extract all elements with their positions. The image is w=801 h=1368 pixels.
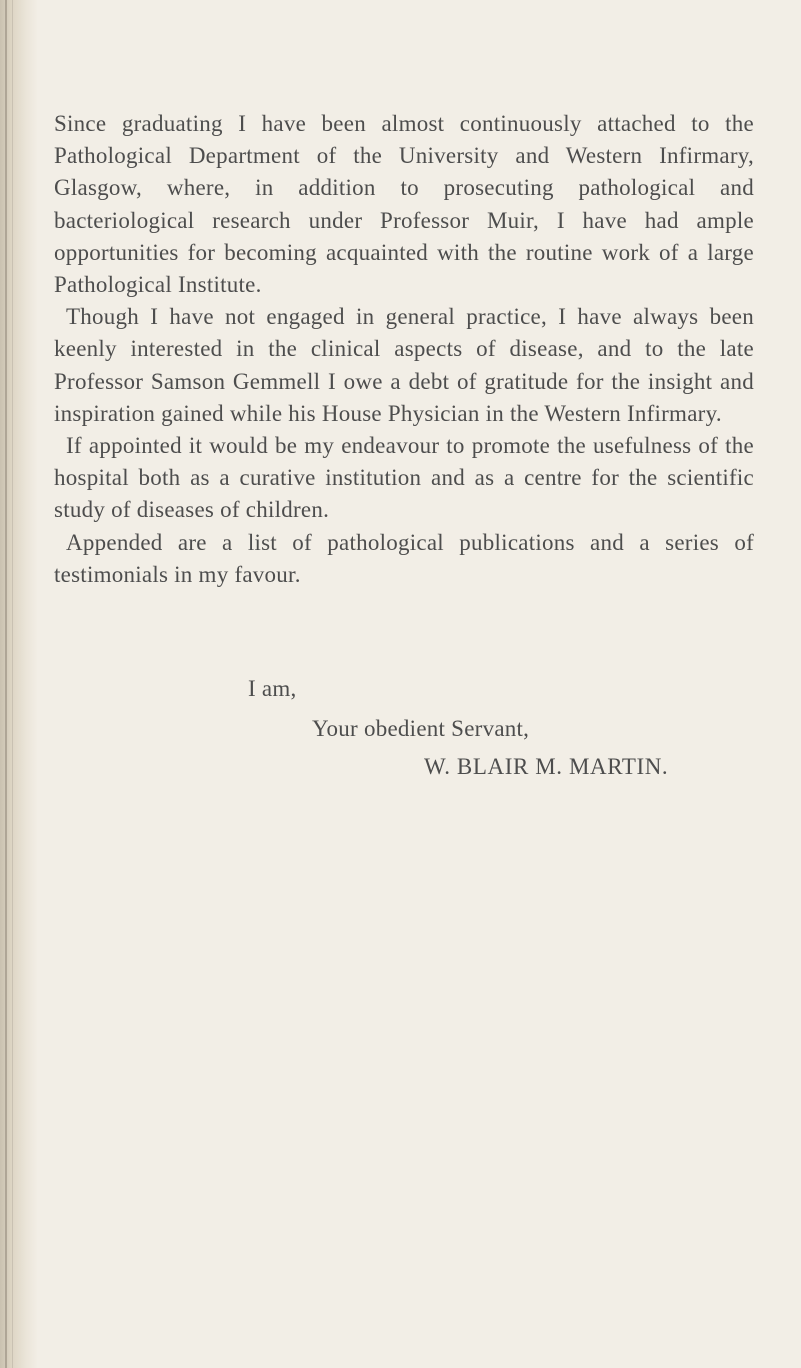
- paragraph-clinical-interest: Though I have not engaged in general practice, I have always been keenly interested in the clinical aspects of disease, and to the late Professor Samson Gemmell I owe a debt of gratitude for the insight and inspiration gained while his House Physician in the Western Infirmary.: [54, 304, 754, 426]
- letter-body: [54, 108, 754, 591]
- closing-obedient-servant: Your obedient Servant,: [312, 716, 530, 741]
- paragraph-graduation: Since graduating I have been almost continuously attached to the Pathological Department of the University and Western Infirmary, Glasgow, where, in addition to prosecuting pathological and bacteriological research under Professor Muir, I have had ample opportunities for becoming acquainted with the routine work of a large Pathological Institute.: [54, 111, 754, 298]
- binding-shadow-line: [5, 0, 7, 1368]
- paragraph-appointment-intent: If appointed it would be my endeavour to promote the usefulness of the hospital both as a curative institution and as a centre for the scientific study of diseases of children.: [54, 433, 754, 523]
- binding-shadow-line-secondary: [12, 0, 13, 1368]
- closing-i-am: I am,: [248, 676, 297, 701]
- signature: W. BLAIR M. MARTIN.: [424, 754, 669, 779]
- paragraph-appended-documents: Appended are a list of pathological publications and a series of testimonials in my favour.: [54, 529, 754, 587]
